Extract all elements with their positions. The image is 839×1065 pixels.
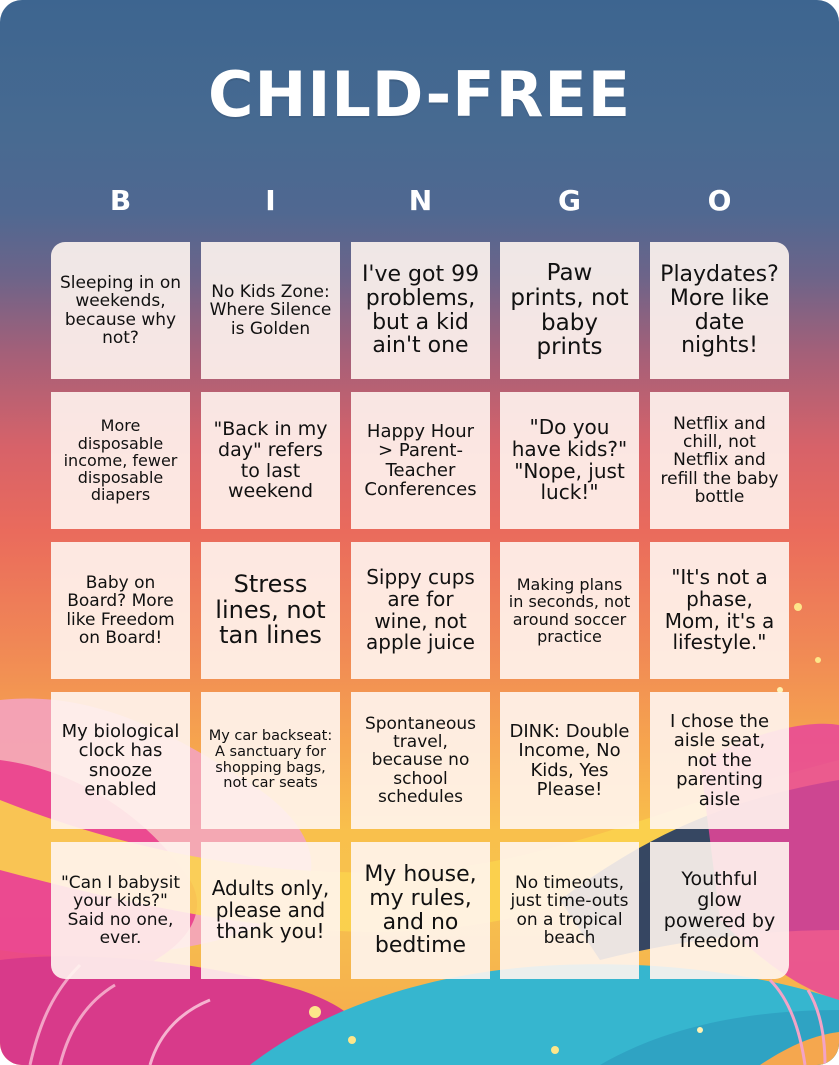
bingo-cell-14[interactable] <box>500 542 639 679</box>
bingo-cell-7[interactable] <box>201 392 340 529</box>
cell-text: My car backseat: A sanctuary for shopping bags, not car seats <box>208 728 333 792</box>
cell-text: Sippy cups are for wine, not apple juice <box>366 565 475 655</box>
cell-text: No timeouts, just time-outs on a tropical beach <box>510 872 629 948</box>
cell-text: Paw prints, not baby prints <box>510 259 629 361</box>
bingo-letters <box>51 184 789 224</box>
cell-text: Happy Hour > Parent-Teacher Conferences <box>364 420 477 500</box>
bingo-cell-5[interactable] <box>650 242 789 379</box>
bingo-cell-2[interactable] <box>201 242 340 379</box>
cell-text: My biological clock has snooze enabled <box>61 720 180 800</box>
bingo-cell-16[interactable] <box>51 692 190 829</box>
bingo-cell-19[interactable] <box>500 692 639 829</box>
cell-text: More disposable income, fewer disposable diapers <box>63 416 178 505</box>
cell-text: Youthful glow powered by freedom <box>663 868 776 953</box>
cell-text: "Can I babysit your kids?" Said no one, ever. <box>60 872 180 948</box>
letter-o: O <box>707 184 732 217</box>
bingo-cell-10[interactable] <box>650 392 789 529</box>
cell-text: "Do you have kids?" "Nope, just luck!" <box>511 415 628 505</box>
cell-text: I chose the aisle seat, not the parenting aisle <box>669 710 770 810</box>
bingo-cell-22[interactable] <box>201 842 340 979</box>
cell-text: Adults only, please and thank you! <box>211 876 330 944</box>
bingo-cell-20[interactable] <box>650 692 789 829</box>
bingo-cell-15[interactable] <box>650 542 789 679</box>
cell-text: Spontaneous travel, because no school schedules <box>364 713 477 808</box>
cell-text: Baby on Board? More like Freedom on Board! <box>66 572 175 648</box>
cell-text: Stress lines, not tan lines <box>215 569 326 650</box>
cell-text: "It's not a phase, Mom, it's a lifestyle." <box>664 565 775 655</box>
bingo-cell-9[interactable] <box>500 392 639 529</box>
cell-text: DINK: Double Income, No Kids, Yes Please! <box>509 720 630 800</box>
cell-text: Making plans in seconds, not around soccer practice <box>508 574 631 646</box>
bingo-grid <box>51 242 789 979</box>
letter-i: I <box>265 184 276 217</box>
bingo-cell-3[interactable] <box>351 242 490 379</box>
cell-text: "Back in my day" refers to last weekend <box>213 418 328 503</box>
cell-text: Netflix and chill, not Netflix and refill the baby bottle <box>660 413 779 508</box>
bingo-cell-24[interactable] <box>500 842 639 979</box>
bingo-cell-8[interactable] <box>351 392 490 529</box>
letter-b: B <box>109 184 132 217</box>
bingo-cell-21[interactable] <box>51 842 190 979</box>
bingo-cell-23[interactable] <box>351 842 490 979</box>
letter-g: G <box>558 184 581 217</box>
bingo-cell-4[interactable] <box>500 242 639 379</box>
bingo-cell-12[interactable] <box>201 542 340 679</box>
page-title: CHILD-FREE <box>207 58 632 131</box>
bingo-cell-17[interactable] <box>201 692 340 829</box>
bingo-cell-18[interactable] <box>351 692 490 829</box>
bingo-cell-25[interactable] <box>650 842 789 979</box>
cell-text: My house, my rules, and no bedtime <box>364 862 477 959</box>
letter-n: N <box>408 184 433 217</box>
bingo-cell-6[interactable] <box>51 392 190 529</box>
bingo-cell-13[interactable] <box>351 542 490 679</box>
cell-text: Sleeping in on weekends, because why not? <box>60 272 181 348</box>
cell-text: I've got 99 problems, but a kid ain't one <box>361 262 480 359</box>
bingo-cell-1[interactable] <box>51 242 190 379</box>
cell-text: No Kids Zone: Where Silence is Golden <box>209 281 332 339</box>
cell-text: Playdates? More like date nights! <box>660 262 779 359</box>
bingo-cell-11[interactable] <box>51 542 190 679</box>
